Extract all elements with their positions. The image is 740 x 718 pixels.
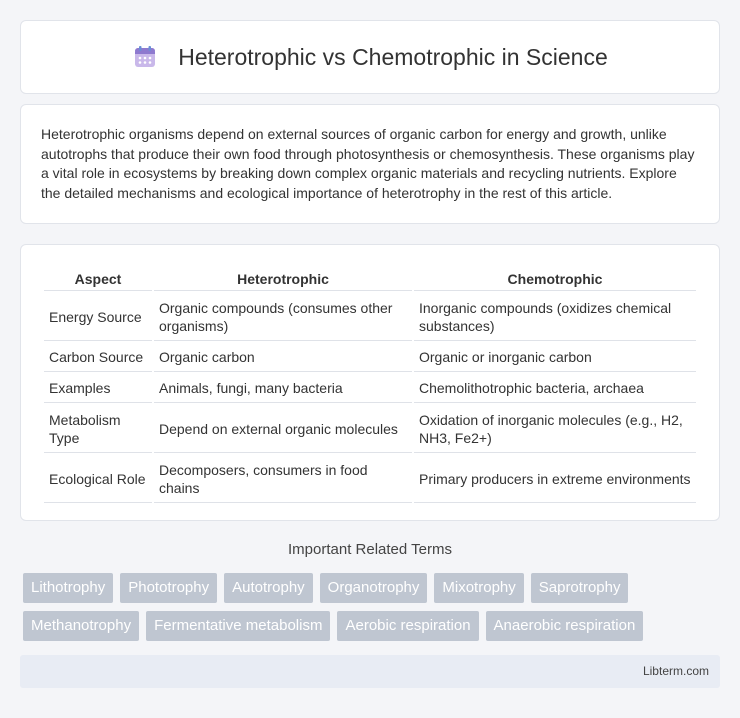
footer xyxy=(20,655,720,688)
table-header-row xyxy=(44,265,696,291)
tag-lithotrophy[interactable]: Lithotrophy xyxy=(23,573,113,603)
table-cell: Oxidation of inorganic molecules (e.g., H2, NH3, Fe2+) xyxy=(414,405,696,453)
table-cell: Chemolithotrophic bacteria, archaea xyxy=(414,374,696,403)
calendar-grid-icon xyxy=(132,44,158,70)
table-row xyxy=(44,343,696,372)
table-cell: Inorganic compounds (oxidizes chemical substances) xyxy=(414,293,696,341)
table-cell: Organic carbon xyxy=(154,343,412,372)
column-header-aspect: Aspect xyxy=(44,265,152,291)
column-header-chemotrophic: Chemotrophic xyxy=(414,265,696,291)
table-cell: Ecological Role xyxy=(44,455,152,503)
table-cell: Organic or inorganic carbon xyxy=(414,343,696,372)
table-cell: Organic compounds (consumes other organisms) xyxy=(154,293,412,341)
table-cell: Decomposers, consumers in food chains xyxy=(154,455,412,503)
comparison-table xyxy=(42,263,698,505)
related-terms-list xyxy=(23,573,723,649)
intro-card xyxy=(20,104,720,224)
tag-fermentative-metabolism[interactable]: Fermentative metabolism xyxy=(146,611,330,641)
table-cell: Animals, fungi, many bacteria xyxy=(154,374,412,403)
tag-row xyxy=(23,573,723,603)
table-cell: Carbon Source xyxy=(44,343,152,372)
table-cell: Depend on external organic molecules xyxy=(154,405,412,453)
comparison-card xyxy=(20,244,720,521)
table-row xyxy=(44,374,696,403)
tag-methanotrophy[interactable]: Methanotrophy xyxy=(23,611,139,641)
table-cell: Primary producers in extreme environments xyxy=(414,455,696,503)
table-row xyxy=(44,405,696,453)
tag-aerobic-respiration[interactable]: Aerobic respiration xyxy=(337,611,478,641)
tag-organotrophy[interactable]: Organotrophy xyxy=(320,573,428,603)
footer-brand-link[interactable]: Libterm.com xyxy=(642,664,709,678)
related-terms-title: Important Related Terms xyxy=(288,541,452,558)
column-header-heterotrophic: Heterotrophic xyxy=(154,265,412,291)
header-card xyxy=(20,20,720,94)
table-cell: Energy Source xyxy=(44,293,152,341)
table-cell: Metabolism Type xyxy=(44,405,152,453)
page-title: Heterotrophic vs Chemotrophic in Science xyxy=(178,43,608,70)
tag-phototrophy[interactable]: Phototrophy xyxy=(120,573,217,603)
tag-mixotrophy[interactable]: Mixotrophy xyxy=(434,573,523,603)
tag-anaerobic-respiration[interactable]: Anaerobic respiration xyxy=(486,611,644,641)
tag-row xyxy=(23,611,723,641)
intro-paragraph: Heterotrophic organisms depend on external sources of organic carbon for energy and growth, unlike autotrophs that produce their own food through photosynthesis or chemosynthesis. These organisms play a vital role in ecosystems by breaking down complex organic materials and recycling nutrients. Explore the detailed mechanisms and ecological importance of heterotrophy in the rest of this article. xyxy=(41,126,695,201)
table-row xyxy=(44,293,696,341)
tag-autotrophy[interactable]: Autotrophy xyxy=(224,573,313,603)
table-row xyxy=(44,455,696,503)
table-cell: Examples xyxy=(44,374,152,403)
tag-saprotrophy[interactable]: Saprotrophy xyxy=(531,573,629,603)
